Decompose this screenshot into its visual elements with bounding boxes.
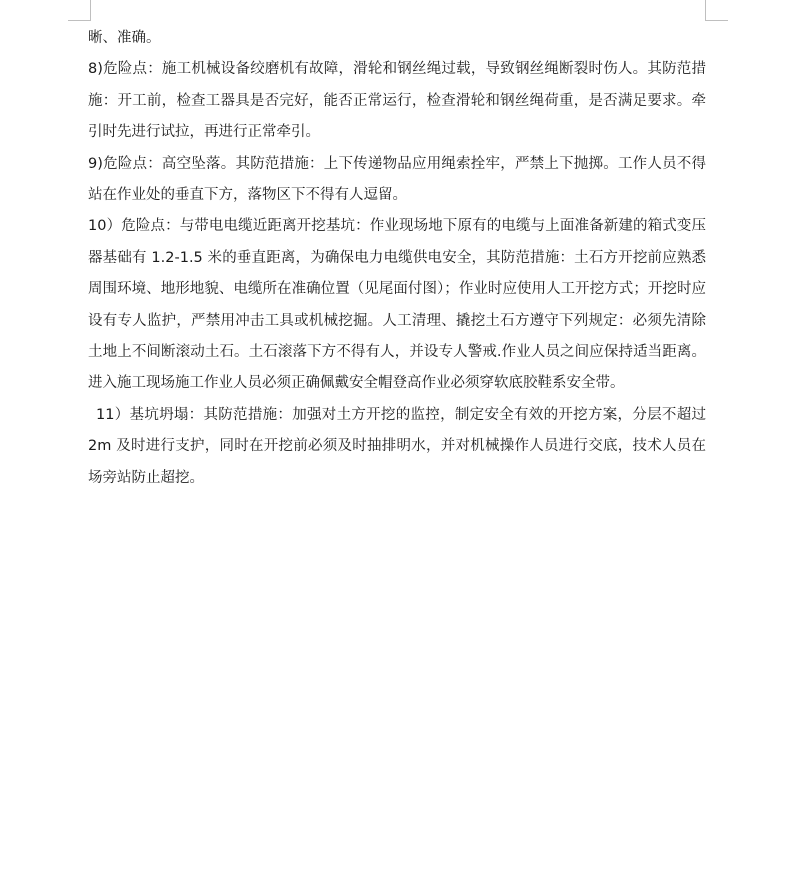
paragraph-hazard-9: 9)危险点：高空坠落。其防范措施：上下传递物品应用绳索拴牢，严禁上下抛掷。工作人员不得站在作业处的垂直下方，落物区下不得有人逗留。 xyxy=(88,155,706,204)
paragraph-hazard-10: 10）危险点：与带电电缆近距离开挖基坑：作业现场地下原有的电缆与上面准备新建的箱式变压器基础有 1.2-1.5 米的垂直距离，为确保电力电缆供电安全，其防范措施：土石方开挖前应熟悉周围环境、地形地貌、电缆所在准确位置（见尾面付图）；作业时应使用人工开挖方式；开挖时应设有专人监护，严禁用冲击工具或机械挖掘。人工清理、撬挖土石方遵守下列规定：必须先清除土地上不间断滚动土石。土石滚落下方不得有人，并设专人警戒.作业人员之间应保持适当距离。进入施工现场施工作业人员必须正确佩戴安全帽登高作业必须穿软底胶鞋系安全带。 xyxy=(88,218,706,392)
paragraph-hazard-11: 11）基坑坍塌：其防范措施：加强对土方开挖的监控，制定安全有效的开挖方案，分层不超过 2m 及时进行支护，同时在开挖前必须及时抽排明水，并对机械操作人员进行交底，技术人员在场旁站防止超挖。 xyxy=(88,406,706,486)
document-body xyxy=(88,23,706,494)
margin-corner-mark-left xyxy=(68,0,91,21)
paragraph-continuation: 晰、准确。 xyxy=(88,30,161,46)
paragraph-hazard-8: 8)危险点：施工机械设备绞磨机有故障，滑轮和钢丝绳过载，导致钢丝绳断裂时伤人。其防范措施：开工前，检查工器具是否完好，能否正常运行，检查滑轮和钢丝绳荷重，是否满足要求。牵引时先进行试拉，再进行正常牵引。 xyxy=(88,61,706,141)
margin-corner-mark-right xyxy=(705,0,728,21)
